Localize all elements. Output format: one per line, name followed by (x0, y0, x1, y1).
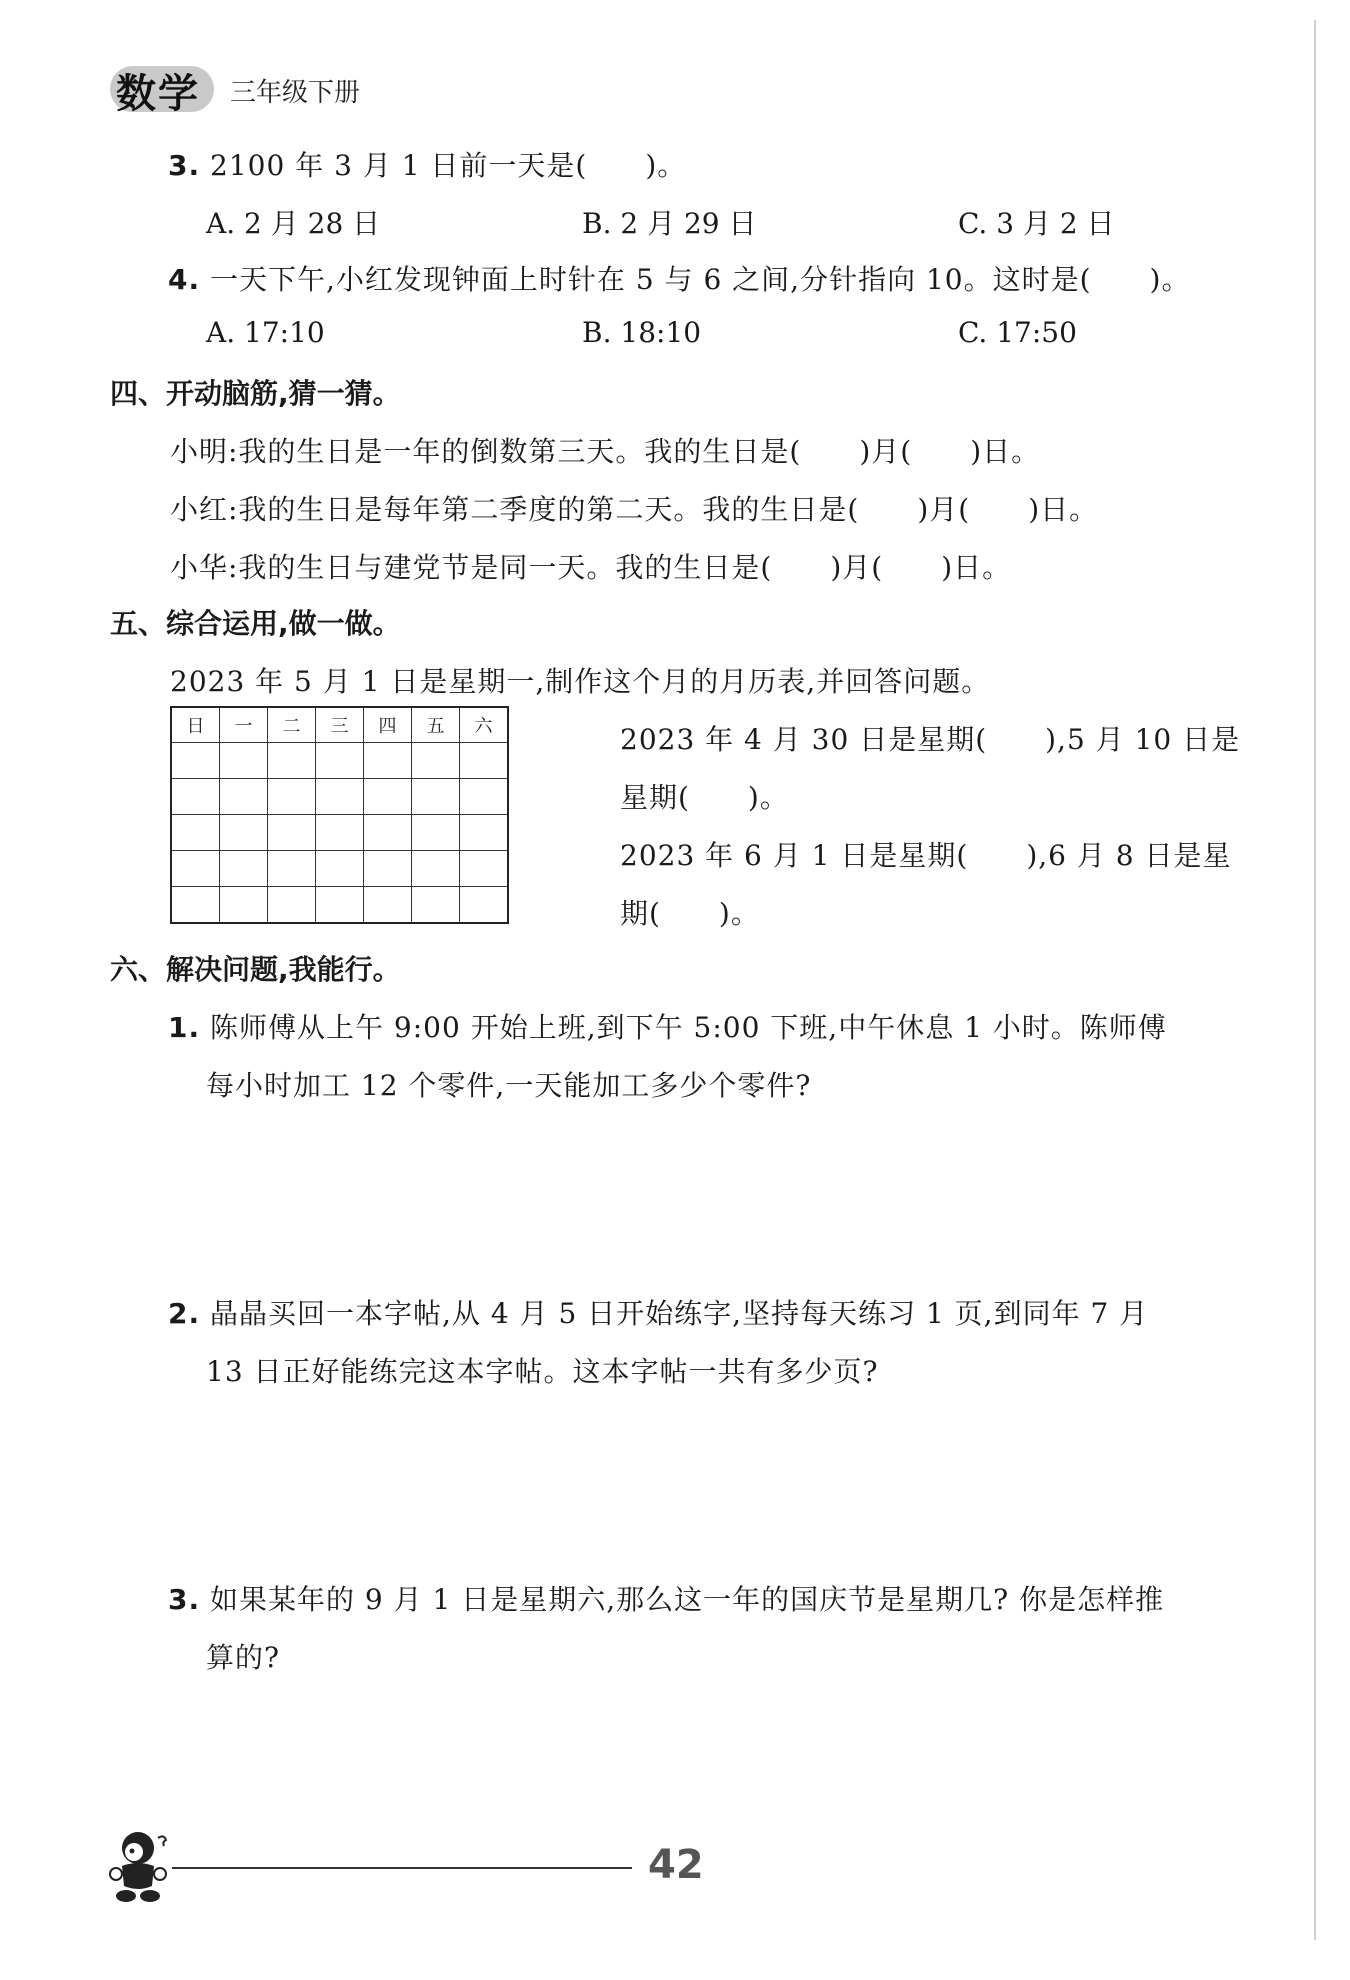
calendar-grid (170, 706, 509, 924)
calendar-cell[interactable] (460, 851, 509, 887)
riddle-line: 小明:我的生日是一年的倒数第三天。我的生日是( )月( )日。 (170, 435, 1041, 468)
calendar-week-row (171, 851, 508, 887)
calendar-cell[interactable] (316, 743, 364, 779)
problem-3-continued: 算的? (206, 1641, 281, 1674)
calendar-cell[interactable] (412, 887, 460, 924)
calendar-week-row (171, 743, 508, 779)
calendar-question-line: 星期( )。 (620, 781, 789, 814)
calendar-question-line: 2023 年 6 月 1 日是星期( ),6 月 8 日是星 (620, 839, 1232, 872)
weekday-sat: 六 (460, 707, 509, 743)
problem-3 (168, 1578, 1164, 1618)
grade-label: 三年级下册 (230, 78, 361, 108)
problem-text: 如果某年的 9 月 1 日是星期六,那么这一年的国庆节是星期几? 你是怎样推 (210, 1583, 1165, 1616)
weekday-tue: 二 (268, 707, 316, 743)
section-5-intro: 2023 年 5 月 1 日是星期一,制作这个月的月历表,并回答问题。 (170, 665, 991, 698)
problem-2-continued: 13 日正好能练完这本字帖。这本字帖一共有多少页? (206, 1355, 879, 1388)
calendar-cell[interactable] (220, 743, 268, 779)
problem-2 (168, 1292, 1148, 1332)
page-edge-rule (1314, 20, 1316, 1940)
subject-title: 数学 (116, 71, 200, 117)
problem-number: 1. (168, 1011, 201, 1044)
calendar-question-line: 期( )。 (620, 897, 760, 930)
option-b: B. 2 月 29 日 (582, 207, 757, 240)
calendar-cell[interactable] (364, 779, 412, 815)
calendar-cell[interactable] (268, 779, 316, 815)
calendar-header-row (171, 707, 508, 743)
calendar-cell[interactable] (316, 851, 364, 887)
calendar-cell[interactable] (460, 887, 509, 924)
weekday-mon: 一 (220, 707, 268, 743)
calendar-cell[interactable] (268, 743, 316, 779)
weekday-sun: 日 (171, 707, 220, 743)
calendar-cell[interactable] (460, 779, 509, 815)
calendar-cell[interactable] (412, 779, 460, 815)
problem-text: 晶晶买回一本字帖,从 4 月 5 日开始练字,坚持每天练习 1 页,到同年 7 月 (210, 1297, 1149, 1330)
calendar-cell[interactable] (268, 887, 316, 924)
calendar-cell[interactable] (220, 887, 268, 924)
option-a: A. 17:10 (206, 316, 325, 349)
weekday-fri: 五 (412, 707, 460, 743)
calendar-cell[interactable] (171, 851, 220, 887)
page-header (110, 62, 510, 122)
calendar-cell[interactable] (316, 779, 364, 815)
calendar-cell[interactable] (171, 743, 220, 779)
calendar-cell[interactable] (171, 779, 220, 815)
calendar-week-row (171, 815, 508, 851)
problem-1 (168, 1006, 1167, 1046)
mascot-icon (104, 1826, 174, 1906)
section-5-title: 五、综合运用,做一做。 (110, 607, 401, 640)
calendar-cell[interactable] (364, 815, 412, 851)
question-4 (168, 258, 1190, 298)
question-number: 4. (168, 263, 201, 296)
question-number: 3. (168, 149, 201, 182)
question-text: 2100 年 3 月 1 日前一天是( )。 (210, 149, 687, 182)
weekday-wed: 三 (316, 707, 364, 743)
calendar-cell[interactable] (412, 743, 460, 779)
calendar-cell[interactable] (220, 851, 268, 887)
calendar-cell[interactable] (364, 887, 412, 924)
calendar-week-row (171, 779, 508, 815)
problem-number: 3. (168, 1583, 201, 1616)
question-3 (168, 144, 686, 184)
calendar-cell[interactable] (220, 779, 268, 815)
problem-text: 陈师傅从上午 9:00 开始上班,到下午 5:00 下班,中午休息 1 小时。陈师傅 (210, 1011, 1167, 1044)
question-text: 一天下午,小红发现钟面上时针在 5 与 6 之间,分针指向 10。这时是( )。 (210, 263, 1191, 296)
calendar-cell[interactable] (171, 815, 220, 851)
calendar-cell[interactable] (268, 851, 316, 887)
calendar-cell[interactable] (171, 887, 220, 924)
calendar-cell[interactable] (460, 743, 509, 779)
footer-rule (172, 1867, 632, 1869)
calendar-cell[interactable] (460, 815, 509, 851)
calendar-cell[interactable] (364, 743, 412, 779)
calendar-cell[interactable] (316, 815, 364, 851)
option-a: A. 2 月 28 日 (206, 207, 381, 240)
section-4-title: 四、开动脑筋,猜一猜。 (110, 377, 401, 410)
option-c: C. 3 月 2 日 (958, 207, 1115, 240)
calendar-cell[interactable] (316, 887, 364, 924)
option-b: B. 18:10 (582, 316, 702, 349)
section-6-title: 六、解决问题,我能行。 (110, 953, 401, 986)
problem-number: 2. (168, 1297, 201, 1330)
calendar-cell[interactable] (412, 815, 460, 851)
option-c: C. 17:50 (958, 316, 1077, 349)
calendar-cell[interactable] (364, 851, 412, 887)
calendar-question-line: 2023 年 4 月 30 日是星期( ),5 月 10 日是 (620, 723, 1241, 756)
calendar-cell[interactable] (268, 815, 316, 851)
riddle-line: 小红:我的生日是每年第二季度的第二天。我的生日是( )月( )日。 (170, 493, 1099, 526)
weekday-thu: 四 (364, 707, 412, 743)
riddle-line: 小华:我的生日与建党节是同一天。我的生日是( )月( )日。 (170, 551, 1012, 584)
problem-1-continued: 每小时加工 12 个零件,一天能加工多少个零件? (206, 1069, 812, 1102)
calendar-cell[interactable] (220, 815, 268, 851)
page-number: 42 (648, 1842, 704, 1888)
calendar-week-row (171, 887, 508, 924)
calendar-cell[interactable] (412, 851, 460, 887)
